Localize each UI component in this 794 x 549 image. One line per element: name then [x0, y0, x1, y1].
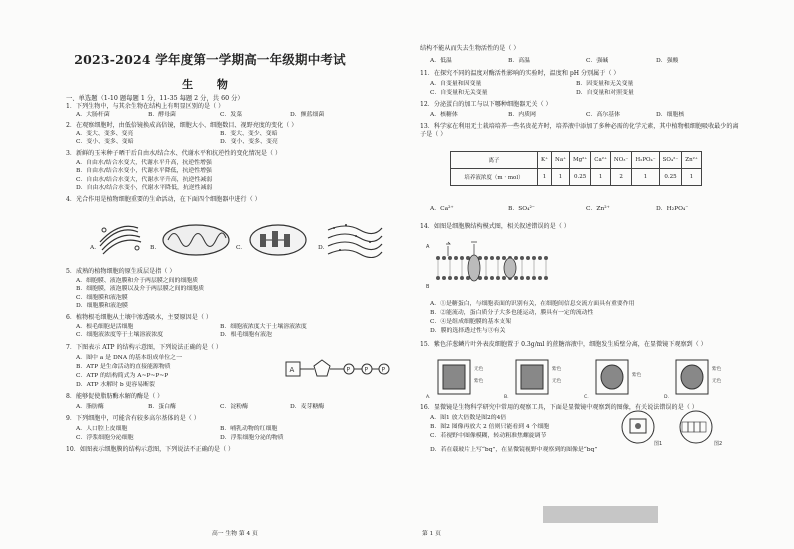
q14-option-a: A．①是糖蛋白，与细胞表面的识别有关，在细胞间信息交流方面具有重要作用: [430, 301, 635, 307]
section-heading: 一、单选题（1-10 题每题 1 分，11-35 每题 2 分，共 60 分）: [66, 95, 244, 102]
ion-table-value-row: [451, 169, 702, 186]
footer-left: 高一 生物 第 4 页: [212, 531, 258, 537]
q12-option-d: D．细胞核: [656, 112, 685, 118]
ion-table: [450, 151, 702, 186]
golgi-figure: [94, 218, 144, 258]
q6-option-c: C．细胞液浓度等于土壤溶液浓度: [76, 332, 163, 338]
ion-table-cell: 1: [632, 169, 659, 186]
q9-option-b: B．哺乳动物的红细胞: [220, 426, 278, 432]
ion-table-cell: Na⁺: [552, 152, 570, 169]
q1-option-b: B．酵母菌: [148, 112, 176, 118]
membrane-label-a: A: [426, 244, 430, 250]
question-9: 9．下列细胞中，可能含有较多高尔基体的是（ ）: [66, 415, 200, 422]
q8-option-b: B．蛋白酶: [148, 404, 176, 410]
q1-option-a: A．大肠杆菌: [76, 112, 110, 118]
q3-option-c: C．自由水/结合水变大，代谢水平升高，抗逆性减弱: [76, 177, 213, 183]
q12-option-c: C．高尔基体: [586, 112, 620, 118]
ion-table-cell: 培养液浓度（m · mol）: [451, 169, 538, 186]
q10-option-b: B．高温: [508, 58, 531, 64]
atp-label-p1: P: [346, 366, 351, 374]
ion-table-cell: SO₄²⁻: [659, 152, 682, 169]
ion-table-cell: 离子: [451, 152, 538, 169]
q15-option-a: A.: [426, 395, 431, 400]
question-12: 12．分泌蛋白的加工与以下哪种细胞器无关（ ）: [420, 101, 552, 108]
q8-option-c: C．淀粉酶: [220, 404, 249, 410]
ion-table-cell: 1: [552, 169, 570, 186]
q1-option-c: C．发菜: [220, 112, 243, 118]
q11-option-a: A．自变量和因变量: [430, 81, 482, 87]
question-14: 14．如图是细胞膜结构模式图，相关叙述错误的是（ ）: [420, 223, 570, 230]
ion-table-cell: Zn²⁺: [682, 152, 701, 169]
q15-label-2: 紫色: [474, 379, 484, 384]
membrane-label-b: B: [426, 284, 430, 290]
q4-option-c: C.: [236, 245, 243, 251]
plasmolysis-figures: [424, 356, 739, 400]
chloroplast-figure: [248, 222, 308, 258]
ion-table-header-row: [451, 152, 702, 169]
q5-option-a: A．细胞膜、液泡膜和介于两层膜之间的细胞质: [76, 278, 199, 284]
q6-option-b: B．细胞液浓度大于土壤溶液浓度: [220, 324, 307, 330]
ion-table-cell: 0.25: [570, 169, 591, 186]
q13-option-b: B．SO₄²⁻: [508, 206, 535, 212]
q7-option-d: D．ATP 水解时 b 更容易断裂: [76, 382, 155, 388]
cell-membrane-figure: [424, 236, 614, 296]
q12-option-b: B．内质网: [508, 112, 536, 118]
q8-option-d: D．麦芽糖酶: [290, 404, 325, 410]
q10-option-c: C．强碱: [586, 58, 609, 64]
q3-option-a: A．自由水/结合水变大，代谢水平升高，抗逆性增强: [76, 160, 212, 166]
question-3: 3．新鲜的玉米种子晒干后自由水/结合水、代谢水平和抗逆性的变化情况是（ ）: [66, 150, 282, 157]
q14-option-d: D．膜的选择透过性与③有关: [430, 328, 506, 334]
footer-right: 第 1 页: [422, 531, 441, 537]
q3-option-d: D．自由水/结合水变小，代谢水平降低，抗逆性减弱: [76, 185, 213, 191]
question-6: 6．植物根毛细胞从土壤中渗透吸水，主要原因是（ ）: [66, 314, 212, 321]
question-1: 1．下列生物中，与其余生物在结构上有明显区别的是（ ）: [66, 103, 225, 110]
q16-option-d: D．若在载玻片上写“bq”，在显微镜视野中观察到的图像是“bq”: [430, 447, 598, 453]
q15-option-c: C.: [584, 395, 589, 400]
q4-option-a: A.: [90, 245, 97, 251]
question-10-cont: 结构不能从而失去生物活性的是（ ）: [420, 45, 520, 52]
q7-option-c: C．ATP 的结构简式为 A~P~P~P: [76, 373, 169, 379]
question-16: 16．显微镜是生物科学研究中常用的观察工具，下面是显微镜中观察到的图像，有关说法错误的是（ ）: [420, 404, 698, 411]
q3-option-b: B．自由水/结合水变小，代谢水平降低，抗逆性增强: [76, 168, 212, 174]
q1-option-d: D．颤蓝细菌: [290, 112, 325, 118]
ion-table-cell: 1: [682, 169, 701, 186]
q16-fig1-label: 图1: [654, 441, 663, 447]
atp-label-p3: P: [381, 366, 386, 374]
question-15: 15．紫色洋葱鳞片叶外表皮细胞置于 0.3g/ml 的蔗糖溶液中，细胞发生质壁分离，在显微镜下观察到（ ）: [420, 341, 707, 348]
atp-label-a: A: [289, 366, 295, 374]
q14-option-c: C．④是组成细胞膜的基本支架: [430, 319, 512, 325]
q15-option-d: D.: [664, 395, 669, 400]
q15-label-4: 无色: [552, 379, 562, 384]
q9-option-c: C．浮浆细胞分泌细胞: [76, 435, 134, 441]
q15-label-1: 无色: [474, 367, 484, 372]
q11-option-b: B．因变量和无关变量: [576, 81, 634, 87]
mitochondrion-figure: [160, 222, 232, 258]
exam-subject: 生 物: [182, 78, 238, 91]
er-figure: [326, 220, 384, 258]
q15-option-b: B.: [504, 395, 509, 400]
exam-title: 2023-2024 学年度第一学期高一年级期中考试: [74, 52, 346, 67]
q15-label-5: 紫色: [632, 373, 642, 378]
q15-label-3: 紫色: [552, 367, 562, 372]
q2-option-a: A．变大、变多、变亮: [76, 131, 134, 137]
q15-label-7: 无色: [712, 379, 722, 384]
q6-option-a: A．根毛细胞是活细胞: [76, 324, 134, 330]
q5-option-c: C．细胞膜和液泡膜: [76, 295, 128, 301]
question-11: 11．在探究不同的温度对酶活性影响的实验时，温度和 pH 分别属于（ ）: [420, 70, 620, 77]
ion-table-cell: K⁺: [538, 152, 552, 169]
q6-option-d: D．根毛细胞有液泡: [220, 332, 272, 338]
question-13: 13．科学家在利用无土栽培培养一些名贵花卉时，培养液中添加了多种必需的化学元素，其中植物根细胞吸收最少的离子是（ ）: [420, 123, 739, 139]
q2-option-c: C．变小、变多、变暗: [76, 139, 134, 145]
ion-table-cell: 0.25: [659, 169, 682, 186]
ion-table-cell: H₂PO₄⁻: [632, 152, 659, 169]
microscope-view-figures: [620, 410, 738, 448]
q16-fig2-label: 图2: [714, 441, 723, 447]
ion-table-cell: 2: [610, 169, 631, 186]
q7-option-a: A．图中 a 是 DNA 的基本组成单位之一: [76, 355, 182, 361]
q5-option-b: B．细胞膜，液泡膜以及介于两层膜之间的细胞质: [76, 286, 205, 292]
q2-option-b: B．变大、变少、变暗: [220, 131, 278, 137]
q11-option-d: D．自变量和对照变量: [576, 90, 634, 96]
ion-table-cell: 1: [591, 169, 611, 186]
q11-option-c: C．自变量和无关变量: [430, 90, 488, 96]
q13-option-d: D．H₂PO₄⁻: [656, 206, 689, 212]
redaction-box: [543, 506, 658, 523]
question-5: 5．成熟的植物细胞的原生质层是指（ ）: [66, 268, 176, 275]
q8-option-a: A．脂肪酶: [76, 404, 104, 410]
q16-option-b: B．图2 图像再放大 2 倍则只能看到 4 个细胞: [430, 424, 550, 430]
q10-option-a: A．低温: [430, 58, 452, 64]
q7-option-b: B．ATP 是生命活动的直接能源物质: [76, 364, 171, 370]
question-10: 10．如图表示细胞膜的结构示意图，下列说法不正确的是（ ）: [66, 446, 235, 453]
q13-option-a: A．Ca²⁺: [430, 206, 454, 212]
q4-option-d: D.: [318, 245, 325, 251]
q2-option-d: D．变小、变多、变亮: [220, 139, 278, 145]
q12-option-a: A．核糖体: [430, 112, 458, 118]
q15-label-6: 紫色: [712, 367, 722, 372]
ion-table-cell: Mg²⁺: [570, 152, 591, 169]
q14-option-b: B．②能流动，蛋白质分子大多也能运动，膜具有一定的流动性: [430, 310, 594, 316]
q9-option-d: D．浮浆细胞分泌的物质: [220, 435, 284, 441]
q16-option-c: C．若视野中图像模糊，转动粗准焦螺旋调节: [430, 433, 547, 439]
q4-option-b: B.: [150, 245, 157, 251]
question-8: 8．能够促使脂肪酶水解的酶是（ ）: [66, 393, 164, 400]
question-4: 4．光合作用是植物细胞重要的生命活动，在下面四个细胞器中进行（ ）: [66, 196, 261, 203]
q10-option-d: D．强酸: [656, 58, 679, 64]
ion-table-cell: 1: [538, 169, 552, 186]
q13-option-c: C．Zn²⁺: [586, 206, 610, 212]
question-2: 2．在观察细胞时，由低倍镜换成高倍镜，细胞大小、细胞数目、视野亮度的变化（ ）: [66, 122, 298, 129]
atp-label-p2: P: [364, 366, 369, 374]
question-7: 7．下图表示 ATP 的结构示意图，下列说法正确的是（ ）: [66, 344, 222, 351]
ion-table-cell: NO₃⁻: [610, 152, 631, 169]
atp-structure-figure: [284, 352, 390, 386]
q16-option-a: A．图1 放大倍数是图2的4倍: [430, 415, 507, 421]
ion-table-cell: Ca²⁺: [591, 152, 611, 169]
q5-option-d: D．细胞膜和液泡膜: [76, 303, 128, 309]
q9-option-a: A．人口腔上皮细胞: [76, 426, 128, 432]
